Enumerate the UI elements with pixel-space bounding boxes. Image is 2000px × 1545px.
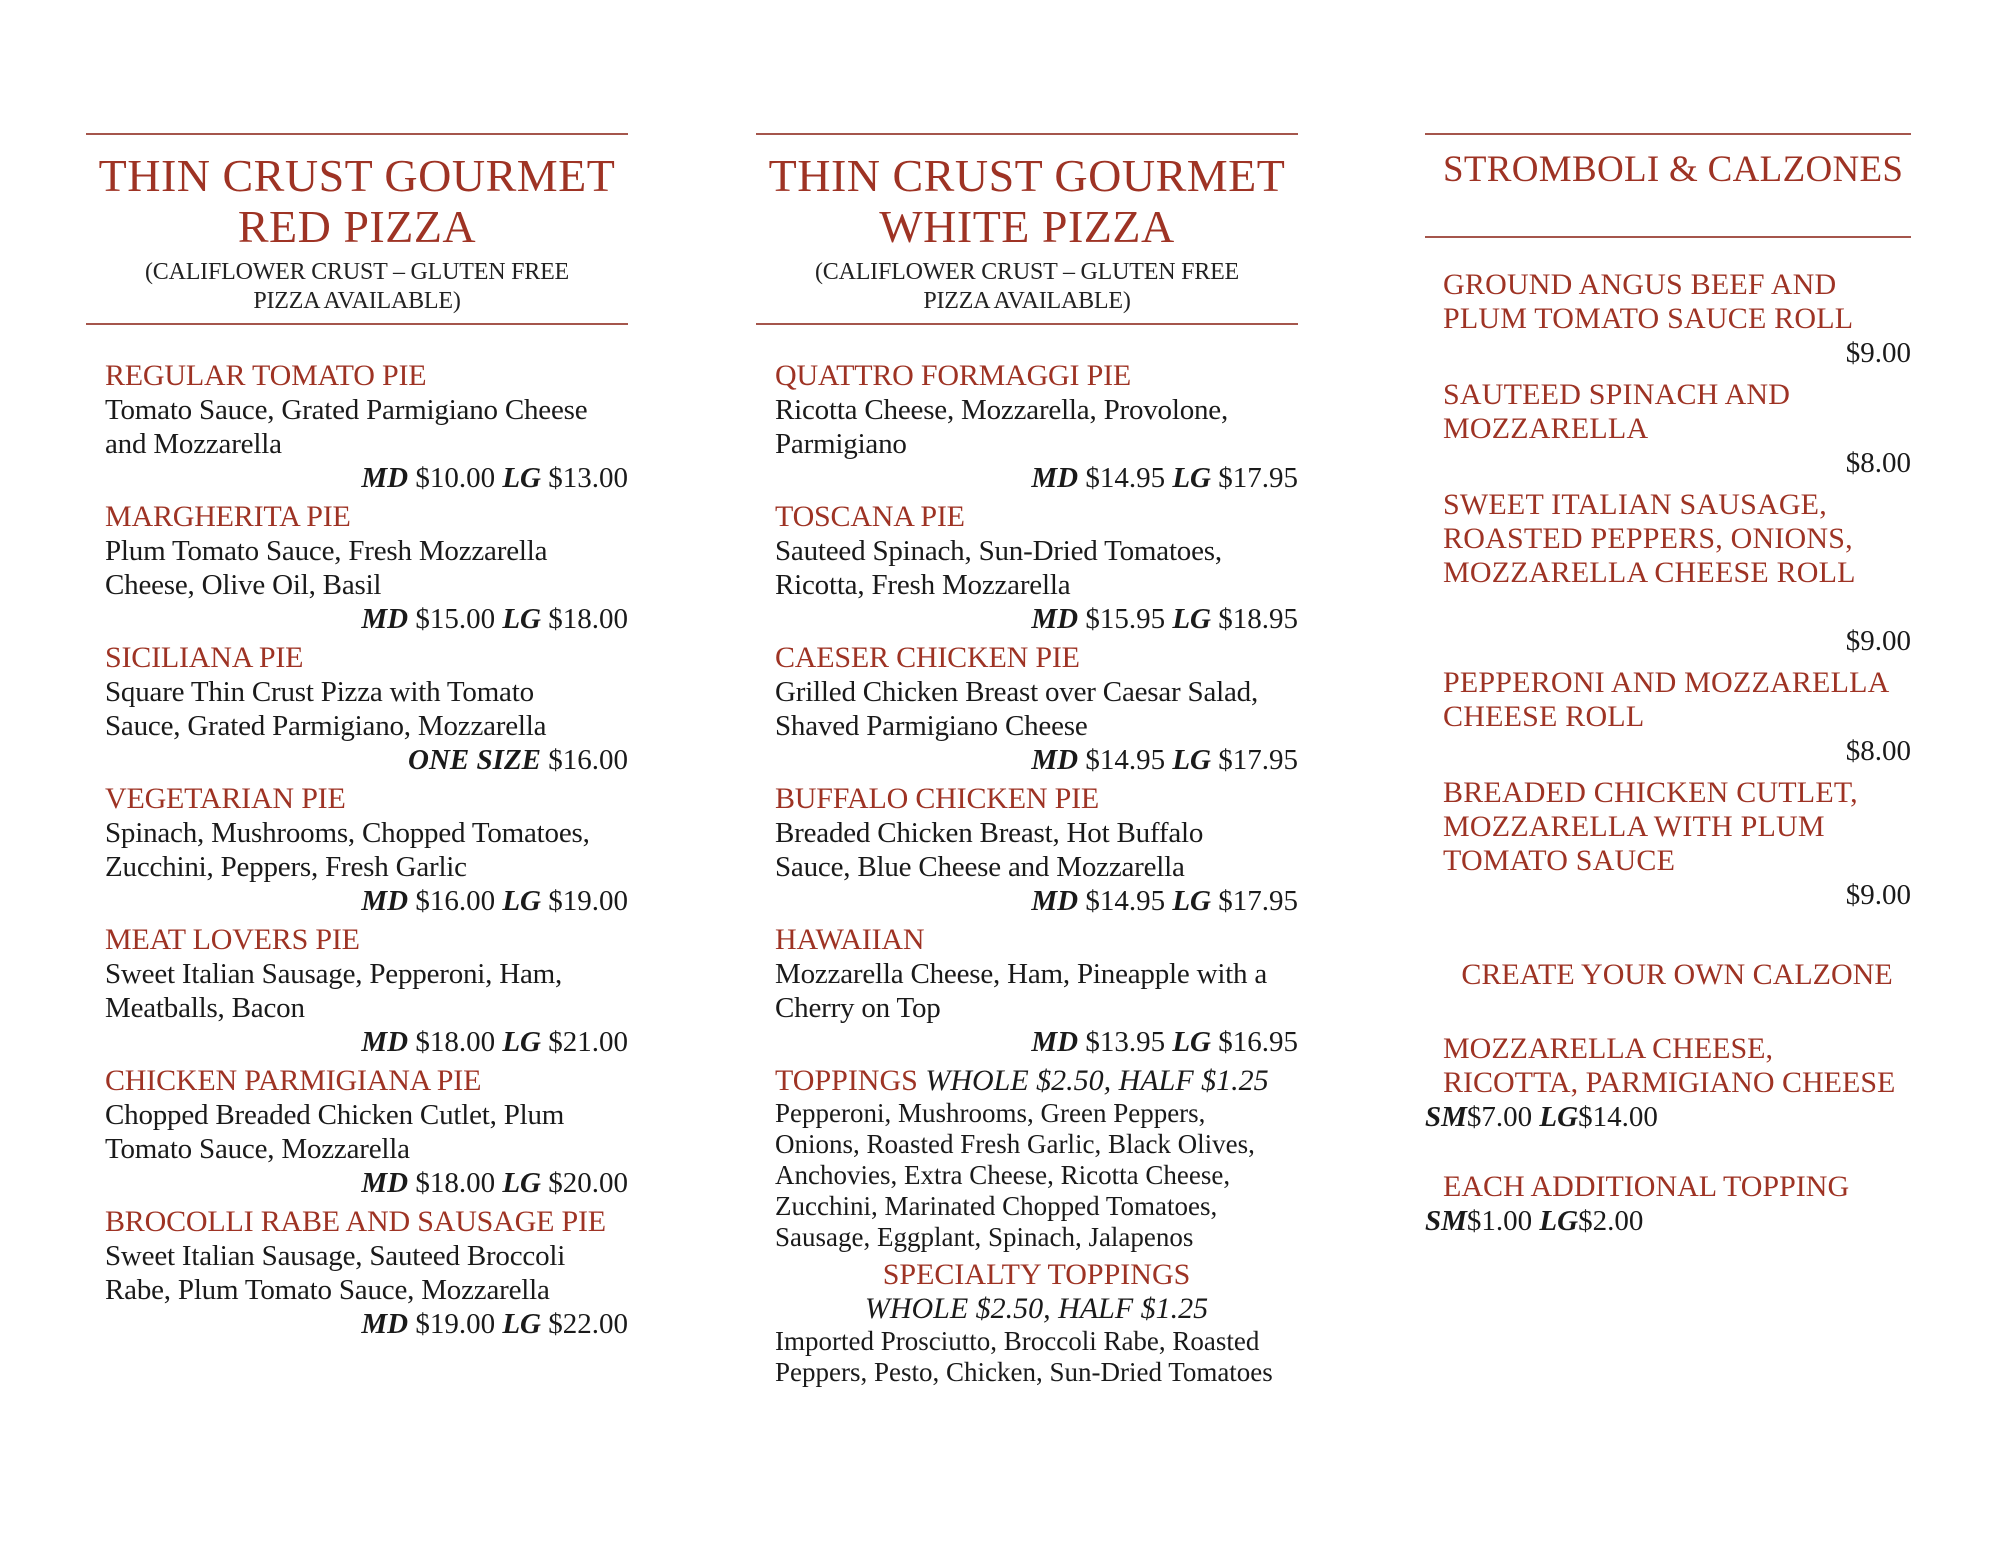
toppings-price: WHOLE $2.50, HALF $1.25 [925,1064,1269,1097]
item-price: $9.00 [1845,879,1911,911]
price-value: $15.95 [1085,603,1166,635]
desc-line: Ricotta Cheese, Mozzarella, Provolone, [775,394,1229,426]
price-value: $7.00 [1466,1101,1533,1133]
menu-item [105,641,628,777]
item-price: $8.00 [1845,735,1911,767]
specialty-line: Peppers, Pesto, Chicken, Sun-Dried Tomatoes [775,1357,1273,1387]
price-value: $2.00 [1578,1205,1644,1237]
price-value: $17.95 [1218,462,1298,494]
size-label: SM [1425,1205,1467,1237]
price-value: $18.00 [548,603,628,635]
size-label: ONE SIZE [408,744,541,776]
price-value: $22.00 [548,1308,628,1340]
menu-item [1425,378,1911,480]
desc-line: Grilled Chicken Breast over Caesar Salad, [775,676,1259,708]
menu-items [86,359,628,1341]
toppings-line: Pepperoni, Mushrooms, Green Peppers, [775,1098,1206,1128]
stromboli-calzones-column [1425,133,1911,1238]
menu-item [775,782,1298,918]
section-title-line: THIN CRUST GOURMET [768,150,1286,201]
size-label: LG [1539,1205,1579,1237]
toppings-line: Zucchini, Marinated Chopped Tomatoes, [775,1191,1218,1221]
item-price [105,884,628,918]
item-description [775,957,1298,1025]
name-line: ROASTED PEPPERS, ONIONS, [1443,522,1853,555]
item-name: MEAT LOVERS PIE [105,923,360,956]
size-label: LG [502,1167,541,1199]
size-label: MD [361,1026,409,1058]
desc-line: Sauce, Grated Parmigiano, Mozzarella [105,710,547,742]
size-label: MD [1031,1026,1079,1058]
name-line: PLUM TOMATO SAUCE ROLL [1443,302,1854,335]
menu-item [775,500,1298,636]
desc-line: Sweet Italian Sausage, Pepperoni, Ham, [105,958,563,990]
cyo-additional-title: EACH ADDITIONAL TOPPING [1443,1170,1850,1203]
item-description [105,957,628,1025]
item-description [105,675,628,743]
toppings-title: TOPPINGS [775,1064,918,1097]
cyo-base-price [1425,1100,1911,1134]
size-label: LG [1172,744,1211,776]
item-name [1425,378,1911,446]
specialty-title: SPECIALTY TOPPINGS [882,1258,1191,1291]
menu-item [1425,268,1911,370]
menu-item [105,923,628,1059]
price-value: $19.00 [415,1308,496,1340]
item-price [775,884,1298,918]
create-your-own-title: CREATE YOUR OWN CALZONE [1461,958,1893,991]
size-label: MD [361,1167,409,1199]
size-label: MD [1031,462,1079,494]
desc-line: Spinach, Mushrooms, Chopped Tomatoes, [105,817,590,849]
item-name: MARGHERITA PIE [105,500,351,533]
size-label: MD [361,885,409,917]
desc-line: Ricotta, Fresh Mozzarella [775,569,1071,601]
item-description [105,534,628,602]
item-price [775,743,1298,777]
item-price [775,1025,1298,1059]
size-label: MD [1031,603,1079,635]
desc-line: Shaved Parmigiano Cheese [775,710,1088,742]
desc-line: Rabe, Plum Tomato Sauce, Mozzarella [105,1274,550,1306]
price-value: $18.00 [415,1167,496,1199]
item-price [105,1166,628,1200]
price-value: $21.00 [548,1026,628,1058]
toppings-list [775,1098,1298,1253]
section-title [756,150,1298,252]
toppings-line: Onions, Roasted Fresh Garlic, Black Olives, [775,1129,1255,1159]
menu-item [1425,776,1911,912]
item-name: TOSCANA PIE [775,500,965,533]
price-value: $13.00 [548,462,628,494]
item-description [775,675,1298,743]
price-value: $16.00 [548,744,628,776]
size-label: LG [502,1026,541,1058]
cyo-additional-price [1425,1204,1911,1238]
specialty-list [775,1326,1298,1388]
name-line: TOMATO SAUCE [1443,844,1676,877]
subtitle-line: PIZZA AVAILABLE) [923,288,1131,314]
menu-item [105,1064,628,1200]
item-name: BROCOLLI RABE AND SAUSAGE PIE [105,1205,606,1238]
menu-items [1425,268,1911,912]
price-value: $14.95 [1085,744,1166,776]
specialty-toppings-section [775,1258,1298,1388]
price-value: $17.95 [1218,744,1298,776]
item-name [1425,666,1911,734]
red-pizza-column [86,133,628,1346]
size-label: LG [502,1308,541,1340]
item-description [105,1239,628,1307]
item-name [1425,776,1911,878]
white-pizza-column [756,133,1298,1388]
price-value: $16.00 [415,885,496,917]
name-line: MOZZARELLA [1443,412,1649,445]
name-line: MOZZARELLA WITH PLUM [1443,810,1825,843]
toppings-heading [775,1064,1298,1098]
price-value: $20.00 [548,1167,628,1199]
price-value: $14.00 [1578,1101,1658,1133]
toppings-section [775,1064,1298,1253]
menu-item [775,359,1298,495]
toppings-line: Anchovies, Extra Cheese, Ricotta Cheese, [775,1160,1231,1190]
item-name: QUATTRO FORMAGGI PIE [775,359,1132,392]
top-divider [1425,133,1911,135]
item-description [105,1098,628,1166]
specialty-price: WHOLE $2.50, HALF $1.25 [864,1292,1209,1325]
item-name: VEGETARIAN PIE [105,782,346,815]
cyo-base-name [1425,1032,1911,1100]
item-price [775,602,1298,636]
menu-item [775,923,1298,1059]
desc-line: Sweet Italian Sausage, Sauteed Broccoli [105,1240,566,1272]
size-label: LG [1172,1026,1211,1058]
section-subtitle [86,258,628,316]
price-value: $17.95 [1218,885,1298,917]
menu-item [105,782,628,918]
desc-line: Chopped Breaded Chicken Cutlet, Plum [105,1099,565,1131]
subtitle-line: (CALIFLOWER CRUST – GLUTEN FREE [814,259,1240,285]
desc-line: Meatballs, Bacon [105,992,305,1024]
desc-line: and Mozzarella [105,428,282,460]
desc-line: Zucchini, Peppers, Fresh Garlic [105,851,467,883]
desc-line: Parmigiano [775,428,907,460]
item-description [105,393,628,461]
item-name: BUFFALO CHICKEN PIE [775,782,1100,815]
size-label: LG [502,603,541,635]
top-divider [86,133,628,135]
menu-item [105,1205,628,1341]
desc-line: Mozzarella Cheese, Ham, Pineapple with a [775,958,1268,990]
price-value: $15.00 [415,603,496,635]
section-subtitle [756,258,1298,316]
item-name: CAESER CHICKEN PIE [775,641,1080,674]
item-price: $8.00 [1845,447,1911,479]
specialty-line: Imported Prosciutto, Broccoli Rabe, Roasted [775,1326,1260,1356]
size-label: LG [1172,462,1211,494]
desc-line: Cherry on Top [775,992,941,1024]
price-value: $18.00 [415,1026,496,1058]
name-line: GROUND ANGUS BEEF AND [1443,268,1837,301]
item-description [105,816,628,884]
item-price [775,461,1298,495]
menu-item [105,359,628,495]
item-name: CHICKEN PARMIGIANA PIE [105,1064,482,1097]
size-label: SM [1425,1101,1467,1133]
price-value: $14.95 [1085,885,1166,917]
size-label: MD [1031,744,1079,776]
top-divider [756,133,1298,135]
size-label: LG [1539,1101,1579,1133]
item-price [105,1307,628,1341]
desc-line: Sauteed Spinach, Sun-Dried Tomatoes, [775,535,1222,567]
section-title-line: RED PIZZA [237,201,477,252]
menu-item [1425,488,1911,658]
size-label: MD [361,1308,409,1340]
desc-line: Sauce, Blue Cheese and Mozzarella [775,851,1185,883]
item-description [775,816,1298,884]
item-price: $9.00 [1845,625,1911,657]
item-price [105,461,628,495]
price-value: $1.00 [1466,1205,1533,1237]
menu-item [775,641,1298,777]
item-name: SICILIANA PIE [105,641,304,674]
name-line: MOZZARELLA CHEESE, [1443,1032,1773,1065]
size-label: LG [502,462,541,494]
desc-line: Breaded Chicken Breast, Hot Buffalo [775,817,1204,849]
name-line: RICOTTA, PARMIGIANO CHEESE [1443,1066,1896,1099]
bottom-divider [1425,236,1911,238]
price-value: $18.95 [1218,603,1298,635]
price-value: $16.95 [1218,1026,1298,1058]
item-description [775,393,1298,461]
name-line: PEPPERONI AND MOZZARELLA [1443,666,1890,699]
subtitle-line: (CALIFLOWER CRUST – GLUTEN FREE [144,259,570,285]
item-price [105,743,628,777]
size-label: MD [361,462,409,494]
size-label: LG [502,885,541,917]
bottom-divider [756,323,1298,325]
desc-line: Tomato Sauce, Mozzarella [105,1133,410,1165]
item-price [105,1025,628,1059]
section-title-line: THIN CRUST GOURMET [98,150,616,201]
item-name [1425,268,1911,336]
name-line: MOZZARELLA CHEESE ROLL [1443,556,1856,589]
item-price [105,602,628,636]
name-line: CHEESE ROLL [1443,700,1645,733]
item-price: $9.00 [1845,337,1911,369]
size-label: MD [1031,885,1079,917]
item-description [775,534,1298,602]
item-name: HAWAIIAN [775,923,925,956]
desc-line: Tomato Sauce, Grated Parmigiano Cheese [105,394,588,426]
menu-item [105,500,628,636]
menu-items [756,359,1298,1388]
item-name: REGULAR TOMATO PIE [105,359,427,392]
desc-line: Square Thin Crust Pizza with Tomato [105,676,534,708]
name-line: SWEET ITALIAN SAUSAGE, [1443,488,1827,521]
section-title [86,150,628,252]
name-line: SAUTEED SPINACH AND [1443,378,1791,411]
bottom-divider [86,323,628,325]
price-value: $13.95 [1085,1026,1166,1058]
size-label: MD [361,603,409,635]
price-value: $19.00 [548,885,628,917]
price-value: $14.95 [1085,462,1166,494]
price-value: $10.00 [415,462,496,494]
size-label: LG [1172,885,1211,917]
desc-line: Cheese, Olive Oil, Basil [105,569,382,601]
section-title: STROMBOLI & CALZONES [1443,149,1904,190]
item-name [1425,488,1911,590]
toppings-line: Sausage, Eggplant, Spinach, Jalapenos [775,1222,1194,1252]
menu-item [1425,666,1911,768]
size-label: LG [1172,603,1211,635]
subtitle-line: PIZZA AVAILABLE) [253,288,461,314]
section-title-line: WHITE PIZZA [879,201,1175,252]
desc-line: Plum Tomato Sauce, Fresh Mozzarella [105,535,548,567]
name-line: BREADED CHICKEN CUTLET, [1443,776,1858,809]
